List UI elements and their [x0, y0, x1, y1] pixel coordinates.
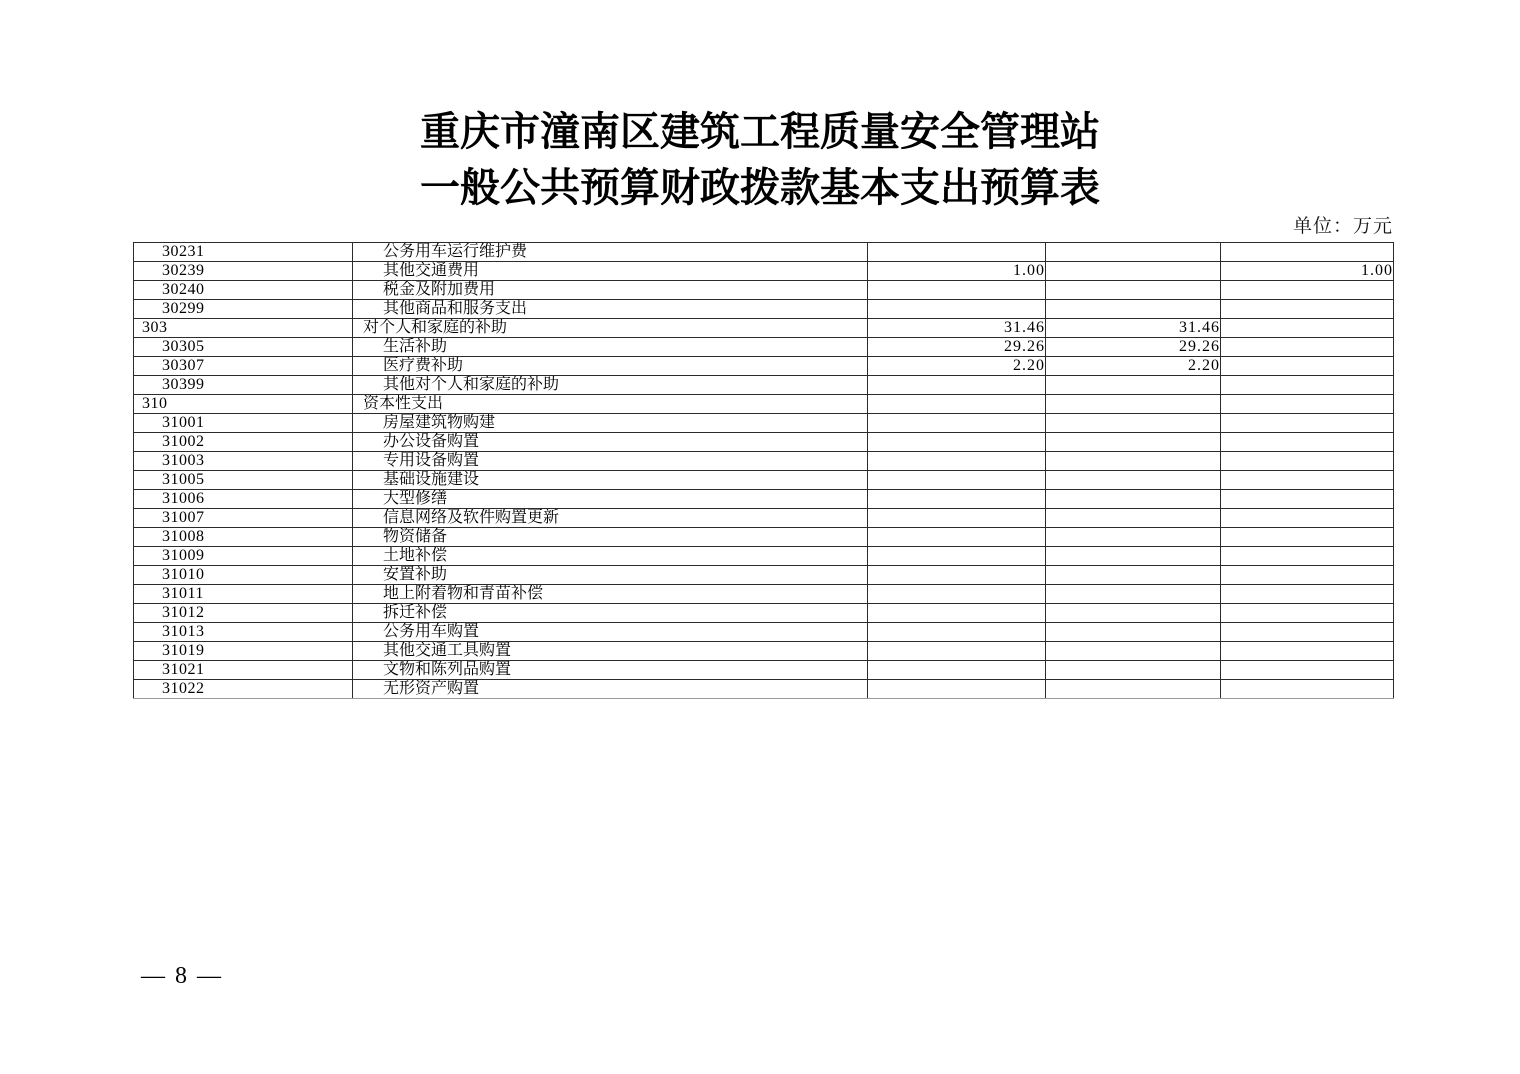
amount-cell-1	[868, 623, 1046, 642]
amount-cell-1: 1.00	[868, 262, 1046, 281]
subject-code-cell: 31011	[134, 585, 353, 604]
table-row	[134, 243, 1394, 262]
amount-cell-2	[1046, 566, 1221, 585]
subject-code-cell: 31005	[134, 471, 353, 490]
subject-code-cell: 30240	[134, 281, 353, 300]
amount-cell-1	[868, 395, 1046, 414]
amount-cell-3	[1221, 452, 1394, 471]
amount-cell-2	[1046, 243, 1221, 262]
amount-cell-1	[868, 452, 1046, 471]
subject-name-cell: 大型修缮	[353, 490, 868, 509]
amount-cell-2	[1046, 395, 1221, 414]
amount-cell-3	[1221, 547, 1394, 566]
amount-cell-3	[1221, 338, 1394, 357]
amount-cell-2	[1046, 262, 1221, 281]
amount-cell-1: 31.46	[868, 319, 1046, 338]
amount-cell-2	[1046, 471, 1221, 490]
subject-code-cell: 30299	[134, 300, 353, 319]
subject-name-cell: 对个人和家庭的补助	[353, 319, 868, 338]
table-row	[134, 433, 1394, 452]
subject-code-cell: 31009	[134, 547, 353, 566]
subject-code-cell: 31019	[134, 642, 353, 661]
budget-table-body	[134, 243, 1394, 699]
subject-code-cell: 30399	[134, 376, 353, 395]
subject-name-cell: 办公设备购置	[353, 433, 868, 452]
amount-cell-3	[1221, 623, 1394, 642]
amount-cell-1	[868, 680, 1046, 699]
table-row	[134, 395, 1394, 414]
amount-cell-3	[1221, 604, 1394, 623]
table-row	[134, 642, 1394, 661]
amount-cell-3	[1221, 680, 1394, 699]
amount-cell-3	[1221, 433, 1394, 452]
subject-code-cell: 30239	[134, 262, 353, 281]
title-line-2: 一般公共预算财政拨款基本支出预算表	[420, 165, 1100, 210]
amount-cell-3	[1221, 357, 1394, 376]
amount-cell-1	[868, 528, 1046, 547]
amount-cell-2	[1046, 528, 1221, 547]
table-row	[134, 490, 1394, 509]
table-row	[134, 319, 1394, 338]
table-row	[134, 604, 1394, 623]
subject-name-cell: 医疗费补助	[353, 357, 868, 376]
subject-name-cell: 安置补助	[353, 566, 868, 585]
amount-cell-1: 2.20	[868, 357, 1046, 376]
subject-code-cell: 31010	[134, 566, 353, 585]
subject-code-cell: 31012	[134, 604, 353, 623]
amount-cell-1	[868, 547, 1046, 566]
table-row	[134, 528, 1394, 547]
amount-cell-1	[868, 661, 1046, 680]
amount-cell-2	[1046, 490, 1221, 509]
amount-cell-3: 1.00	[1221, 262, 1394, 281]
amount-cell-2	[1046, 585, 1221, 604]
amount-cell-2	[1046, 433, 1221, 452]
document-title	[0, 104, 1520, 216]
amount-cell-2: 31.46	[1046, 319, 1221, 338]
amount-cell-3	[1221, 414, 1394, 433]
table-row	[134, 300, 1394, 319]
subject-name-cell: 物资储备	[353, 528, 868, 547]
subject-code-cell: 30231	[134, 243, 353, 262]
subject-name-cell: 其他交通工具购置	[353, 642, 868, 661]
amount-cell-3	[1221, 376, 1394, 395]
subject-name-cell: 拆迁补偿	[353, 604, 868, 623]
table-row	[134, 357, 1394, 376]
subject-name-cell: 地上附着物和青苗补偿	[353, 585, 868, 604]
table-row	[134, 281, 1394, 300]
subject-name-cell: 生活补助	[353, 338, 868, 357]
table-row	[134, 376, 1394, 395]
amount-cell-3	[1221, 300, 1394, 319]
table-row	[134, 585, 1394, 604]
amount-cell-3	[1221, 509, 1394, 528]
subject-code-cell: 30305	[134, 338, 353, 357]
subject-name-cell: 文物和陈列品购置	[353, 661, 868, 680]
subject-code-cell: 31006	[134, 490, 353, 509]
subject-name-cell: 专用设备购置	[353, 452, 868, 471]
amount-cell-3	[1221, 490, 1394, 509]
subject-code-cell: 30307	[134, 357, 353, 376]
amount-cell-2: 2.20	[1046, 357, 1221, 376]
subject-name-cell: 无形资产购置	[353, 680, 868, 699]
amount-cell-2	[1046, 623, 1221, 642]
page-number: — 8 —	[141, 963, 223, 989]
subject-name-cell: 房屋建筑物购建	[353, 414, 868, 433]
amount-cell-3	[1221, 281, 1394, 300]
amount-cell-1	[868, 300, 1046, 319]
subject-name-cell: 信息网络及软件购置更新	[353, 509, 868, 528]
amount-cell-1	[868, 433, 1046, 452]
table-row	[134, 661, 1394, 680]
subject-code-cell: 31002	[134, 433, 353, 452]
amount-cell-2: 29.26	[1046, 338, 1221, 357]
amount-cell-3	[1221, 661, 1394, 680]
subject-name-cell: 其他交通费用	[353, 262, 868, 281]
amount-cell-2	[1046, 300, 1221, 319]
amount-cell-2	[1046, 281, 1221, 300]
unit-label: 单位：万元	[1292, 216, 1393, 237]
amount-cell-1	[868, 585, 1046, 604]
amount-cell-2	[1046, 509, 1221, 528]
amount-cell-2	[1046, 414, 1221, 433]
table-row	[134, 414, 1394, 433]
table-row	[134, 452, 1394, 471]
amount-cell-1: 29.26	[868, 338, 1046, 357]
amount-cell-1	[868, 509, 1046, 528]
amount-cell-3	[1221, 585, 1394, 604]
subject-code-cell: 31022	[134, 680, 353, 699]
subject-name-cell: 土地补偿	[353, 547, 868, 566]
subject-code-cell: 303	[134, 319, 353, 338]
subject-code-cell: 31008	[134, 528, 353, 547]
amount-cell-1	[868, 490, 1046, 509]
amount-cell-2	[1046, 376, 1221, 395]
subject-code-cell: 310	[134, 395, 353, 414]
subject-code-cell: 31013	[134, 623, 353, 642]
subject-code-cell: 31021	[134, 661, 353, 680]
table-row	[134, 547, 1394, 566]
amount-cell-2	[1046, 642, 1221, 661]
subject-name-cell: 基础设施建设	[353, 471, 868, 490]
amount-cell-2	[1046, 547, 1221, 566]
subject-name-cell: 资本性支出	[353, 395, 868, 414]
table-row	[134, 471, 1394, 490]
amount-cell-1	[868, 604, 1046, 623]
subject-name-cell: 税金及附加费用	[353, 281, 868, 300]
title-line-1: 重庆市潼南区建筑工程质量安全管理站	[420, 109, 1100, 154]
table-row	[134, 262, 1394, 281]
amount-cell-2	[1046, 680, 1221, 699]
subject-name-cell: 公务用车购置	[353, 623, 868, 642]
amount-cell-1	[868, 376, 1046, 395]
amount-cell-3	[1221, 642, 1394, 661]
subject-name-cell: 其他商品和服务支出	[353, 300, 868, 319]
amount-cell-3	[1221, 471, 1394, 490]
budget-table	[133, 242, 1394, 699]
table-row	[134, 623, 1394, 642]
subject-code-cell: 31003	[134, 452, 353, 471]
amount-cell-3	[1221, 319, 1394, 338]
table-row	[134, 509, 1394, 528]
amount-cell-2	[1046, 604, 1221, 623]
amount-cell-3	[1221, 243, 1394, 262]
amount-cell-2	[1046, 661, 1221, 680]
subject-code-cell: 31001	[134, 414, 353, 433]
table-row	[134, 338, 1394, 357]
amount-cell-1	[868, 414, 1046, 433]
subject-name-cell: 公务用车运行维护费	[353, 243, 868, 262]
amount-cell-1	[868, 642, 1046, 661]
subject-name-cell: 其他对个人和家庭的补助	[353, 376, 868, 395]
amount-cell-1	[868, 471, 1046, 490]
subject-code-cell: 31007	[134, 509, 353, 528]
amount-cell-3	[1221, 566, 1394, 585]
table-row	[134, 566, 1394, 585]
table-row	[134, 680, 1394, 699]
amount-cell-3	[1221, 395, 1394, 414]
amount-cell-3	[1221, 528, 1394, 547]
amount-cell-1	[868, 243, 1046, 262]
amount-cell-1	[868, 566, 1046, 585]
amount-cell-1	[868, 281, 1046, 300]
amount-cell-2	[1046, 452, 1221, 471]
